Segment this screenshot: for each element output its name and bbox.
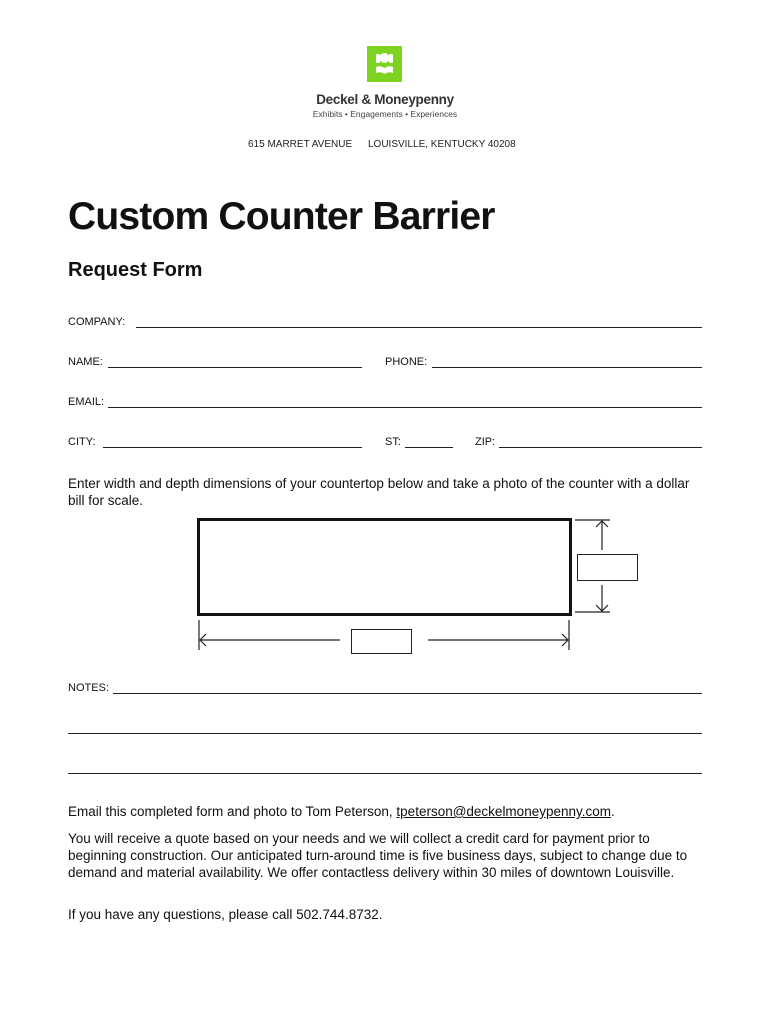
state-label: ST: bbox=[385, 436, 401, 448]
notes-field-line-3[interactable] bbox=[68, 773, 702, 774]
email-field[interactable] bbox=[108, 407, 702, 408]
company-label: COMPANY: bbox=[68, 316, 126, 328]
page-subtitle: Request Form bbox=[68, 259, 203, 281]
page-title: Custom Counter Barrier bbox=[68, 195, 495, 238]
zip-field[interactable] bbox=[499, 447, 702, 448]
brand-name: Deckel & Moneypenny bbox=[316, 92, 454, 107]
questions-paragraph: If you have any questions, please call 502.744.8732. bbox=[68, 907, 383, 922]
contact-email-link[interactable]: tpeterson@deckelmoneypenny.com bbox=[396, 804, 611, 819]
address-city: LOUISVILLE, KENTUCKY 40208 bbox=[368, 139, 516, 150]
address-street: 615 MARRET AVENUE bbox=[248, 139, 353, 150]
email-instructions-suffix: . bbox=[611, 804, 615, 819]
quote-paragraph: You will receive a quote based on your needs and we will collect a credit card for payment prior to beginning construction. Our anticipated turn-around time is five business days, subject to change due to demand and material availability. We offer contactless delivery within 30 miles of downtown Louisville. bbox=[68, 831, 688, 880]
notes-label: NOTES: bbox=[68, 682, 109, 694]
city-field[interactable] bbox=[103, 447, 362, 448]
name-label: NAME: bbox=[68, 356, 103, 368]
company-field[interactable] bbox=[136, 327, 702, 328]
email-instructions bbox=[68, 803, 708, 820]
reader-person-icon bbox=[367, 46, 402, 82]
company-logo bbox=[367, 46, 402, 82]
name-field[interactable] bbox=[108, 367, 362, 368]
depth-input-box[interactable] bbox=[577, 554, 638, 581]
email-instructions-prefix: Email this completed form and photo to Tom Peterson, bbox=[68, 804, 397, 819]
instructions-text: Enter width and depth dimensions of your countertop below and take a photo of the counter with a dollar bill for scale. bbox=[68, 476, 690, 508]
phone-label: PHONE: bbox=[385, 356, 428, 368]
dimension-arrows bbox=[190, 515, 650, 655]
notes-field-line-1[interactable] bbox=[113, 693, 702, 694]
state-field[interactable] bbox=[405, 447, 453, 448]
city-label: CITY: bbox=[68, 436, 96, 448]
notes-field-line-2[interactable] bbox=[68, 733, 702, 734]
zip-label: ZIP: bbox=[475, 436, 496, 448]
brand-tagline: Exhibits • Engagements • Experiences bbox=[312, 109, 458, 119]
width-input-box[interactable] bbox=[351, 629, 412, 654]
email-label: EMAIL: bbox=[68, 396, 105, 408]
phone-field[interactable] bbox=[432, 367, 702, 368]
